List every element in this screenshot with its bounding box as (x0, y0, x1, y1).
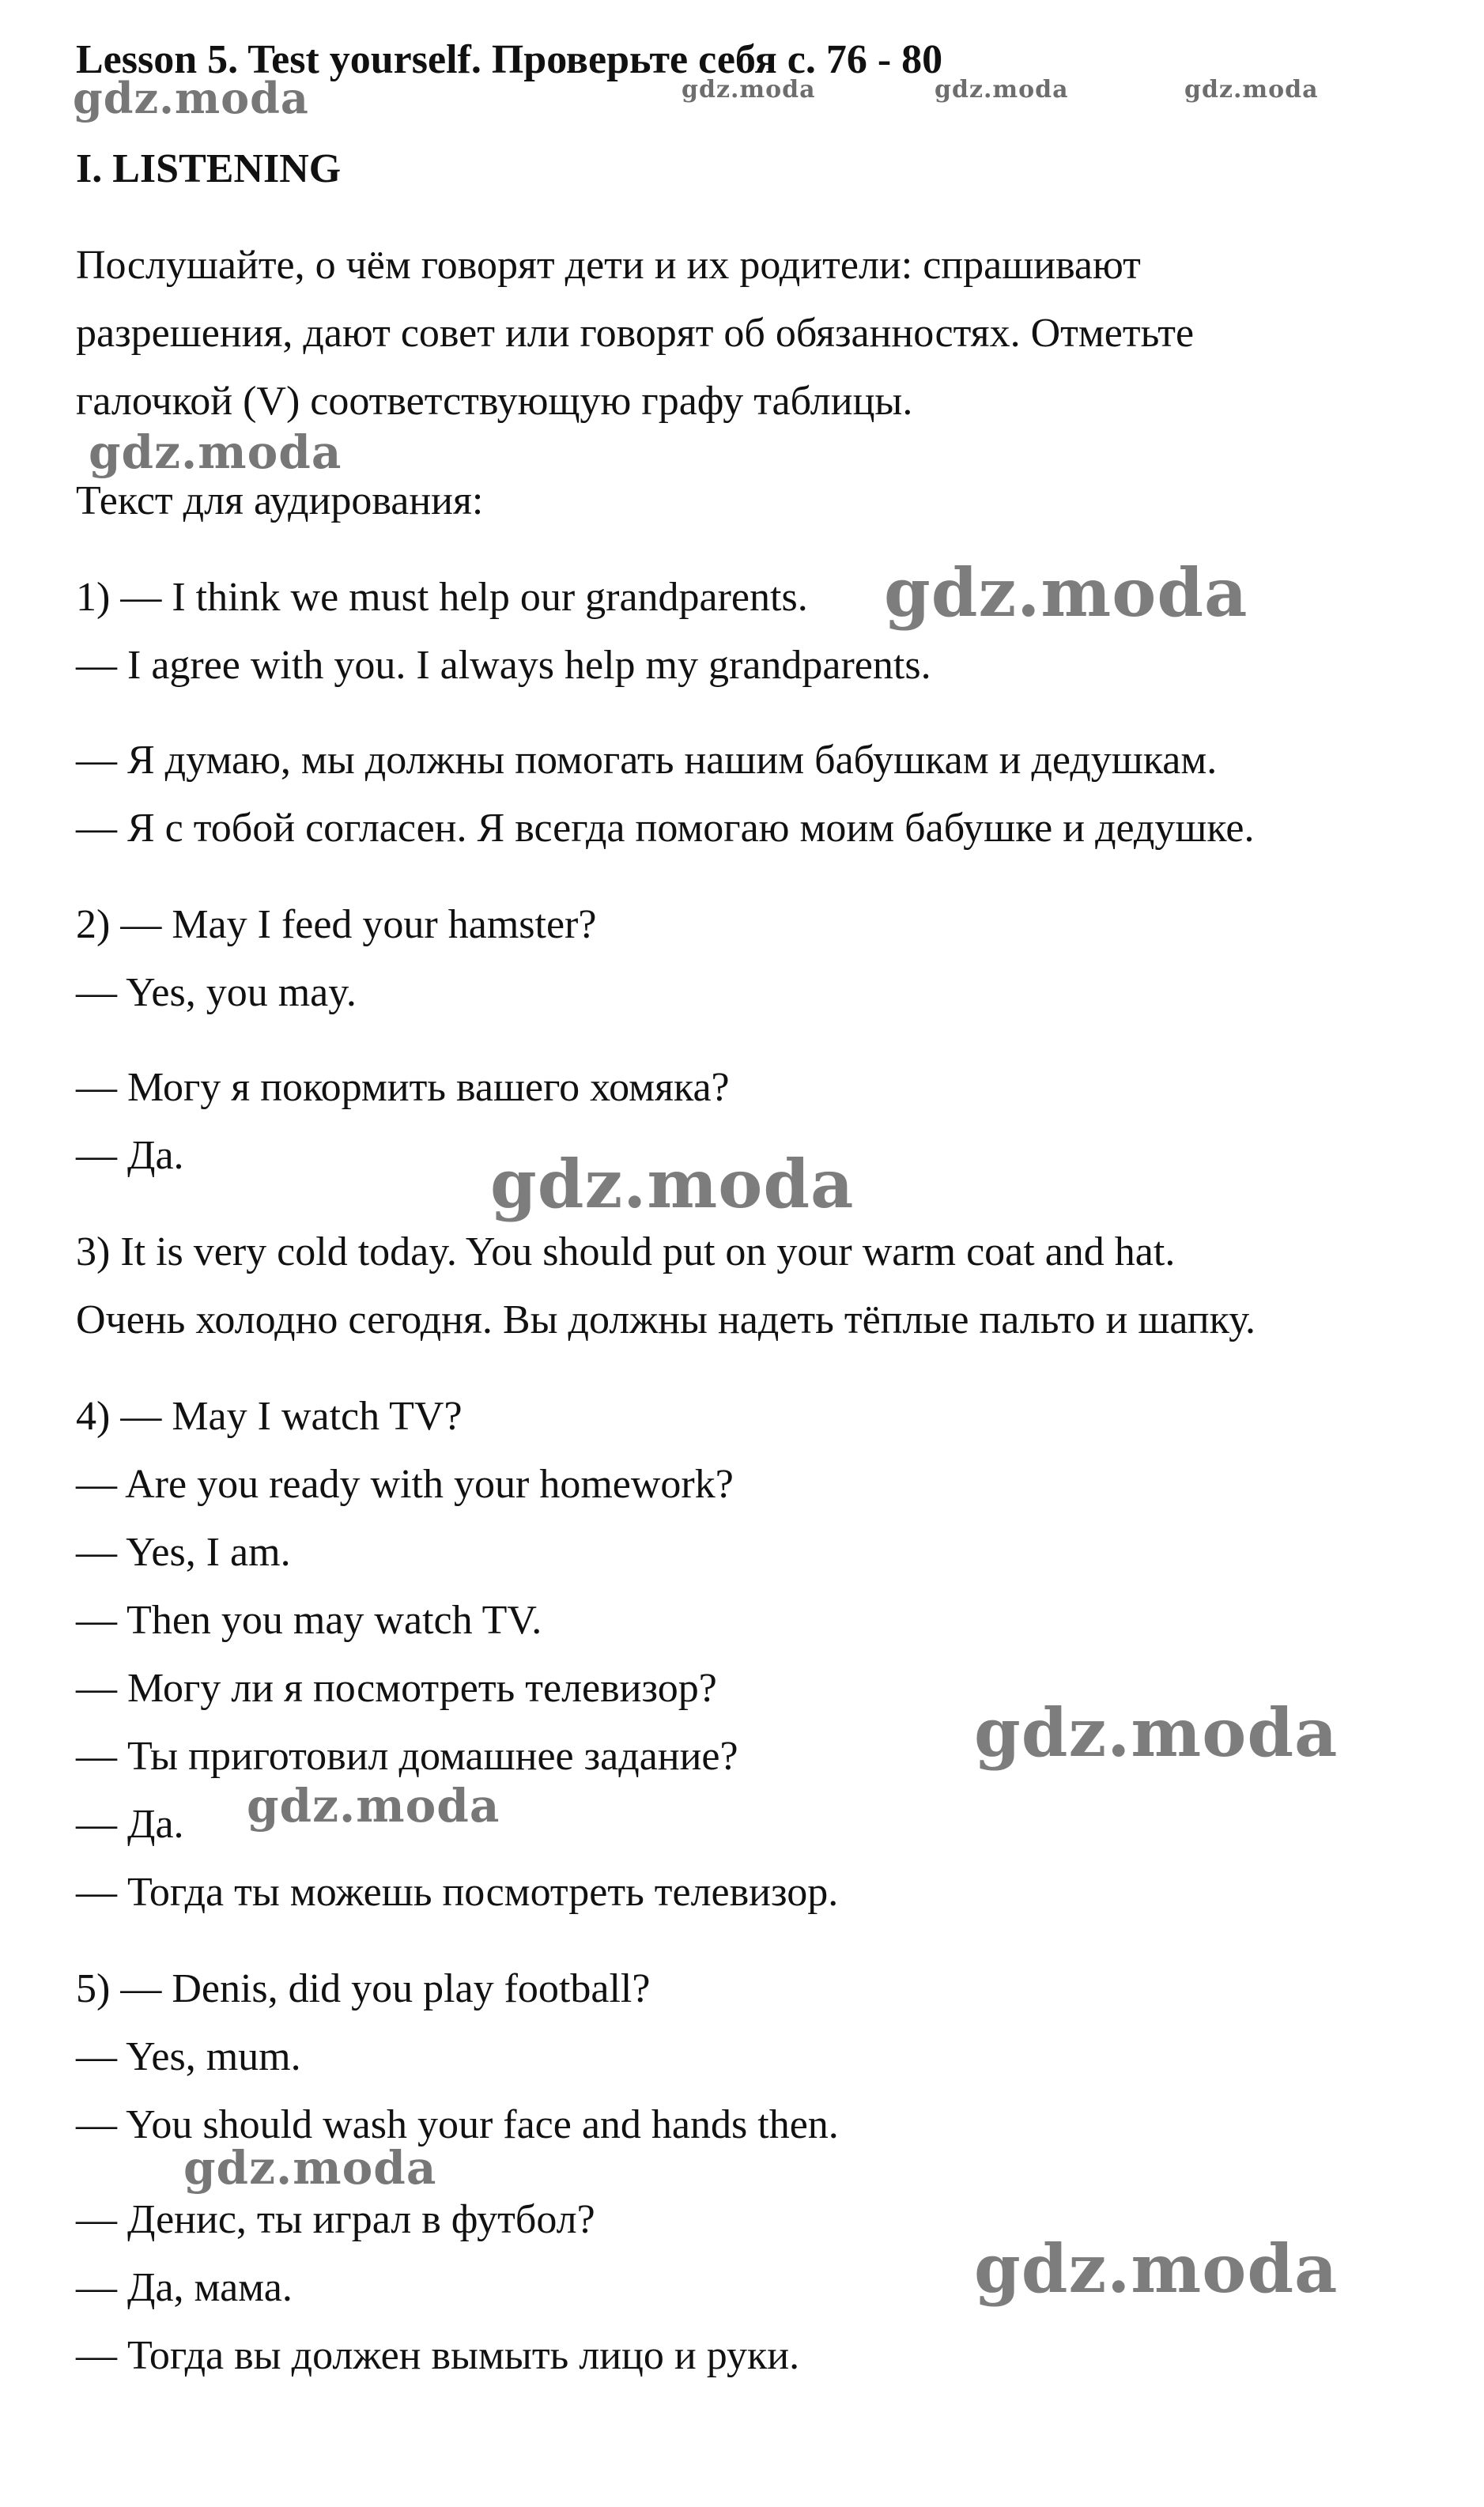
dialogue-line: 1) — I think we must help our grandparents. (76, 575, 808, 620)
dialogue-line: — Ты приготовил домашнее задание? (76, 1734, 738, 1779)
dialogue-line: — Да. (76, 1802, 184, 1847)
dialogue-line: — Yes, mum. (76, 2034, 301, 2079)
dialogue-line: 2) — May I feed your hamster? (76, 902, 597, 947)
dialogue-line: — Да. (76, 1133, 184, 1178)
watermark: gdz.moda (974, 1693, 1339, 1772)
instruction-line: Послушайте, о чём говорят дети и их родители: спрашивают (76, 243, 1141, 288)
dialogue-line: — Are you ready with your homework? (76, 1462, 734, 1507)
dialogue-line: Очень холодно сегодня. Вы должны надеть тёплые пальто и шапку. (76, 1297, 1256, 1342)
section-heading: I. LISTENING (76, 146, 342, 191)
listening-text-label: Текст для аудирования: (76, 478, 484, 523)
dialogue-line: — Тогда вы должен вымыть лицо и руки. (76, 2333, 800, 2378)
dialogue-line: — Yes, I am. (76, 1530, 291, 1575)
dialogue-line: — I agree with you. I always help my grandparents. (76, 643, 931, 688)
watermark: gdz.moda (490, 1145, 855, 1223)
watermark: gdz.moda (974, 2229, 1339, 2308)
dialogue-line: — Yes, you may. (76, 970, 357, 1015)
watermark: gdz.moda (935, 76, 1069, 104)
watermark: gdz.moda (73, 73, 309, 123)
dialogue-line: — Могу я покормить вашего хомяка? (76, 1065, 730, 1110)
page-title: Lesson 5. Test yourself. Проверьте себя с. 76 - 80 (76, 37, 943, 82)
dialogue-line: — Then you may watch TV. (76, 1598, 542, 1643)
instruction-line: разрешения, дают совет или говорят об обязанностях. Отметьте (76, 311, 1195, 356)
dialogue-line: — Денис, ты играл в футбол? (76, 2197, 595, 2242)
dialogue-line: — Могу ли я посмотреть телевизор? (76, 1666, 717, 1711)
watermark: gdz.moda (1184, 76, 1319, 104)
watermark: gdz.moda (247, 1779, 500, 1833)
watermark: gdz.moda (89, 425, 342, 479)
dialogue-line: — Я думаю, мы должны помогать нашим бабушкам и дедушкам. (76, 738, 1218, 783)
dialogue-line: — Тогда ты можешь посмотреть телевизор. (76, 1870, 839, 1915)
watermark: gdz.moda (682, 76, 816, 104)
dialogue-line: — Да, мама. (76, 2265, 293, 2310)
dialogue-line: — Я с тобой согласен. Я всегда помогаю моим бабушке и дедушке. (76, 806, 1255, 851)
watermark: gdz.moda (884, 553, 1248, 632)
instruction-line: галочкой (V) соответствующую графу таблицы. (76, 379, 913, 424)
watermark: gdz.moda (183, 2141, 437, 2195)
dialogue-line: 3) It is very cold today. You should put on your warm coat and hat. (76, 1229, 1176, 1274)
dialogue-line: — You should wash your face and hands then. (76, 2102, 839, 2147)
dialogue-line: 4) — May I watch TV? (76, 1394, 463, 1439)
dialogue-line: 5) — Denis, did you play football? (76, 1966, 651, 2011)
